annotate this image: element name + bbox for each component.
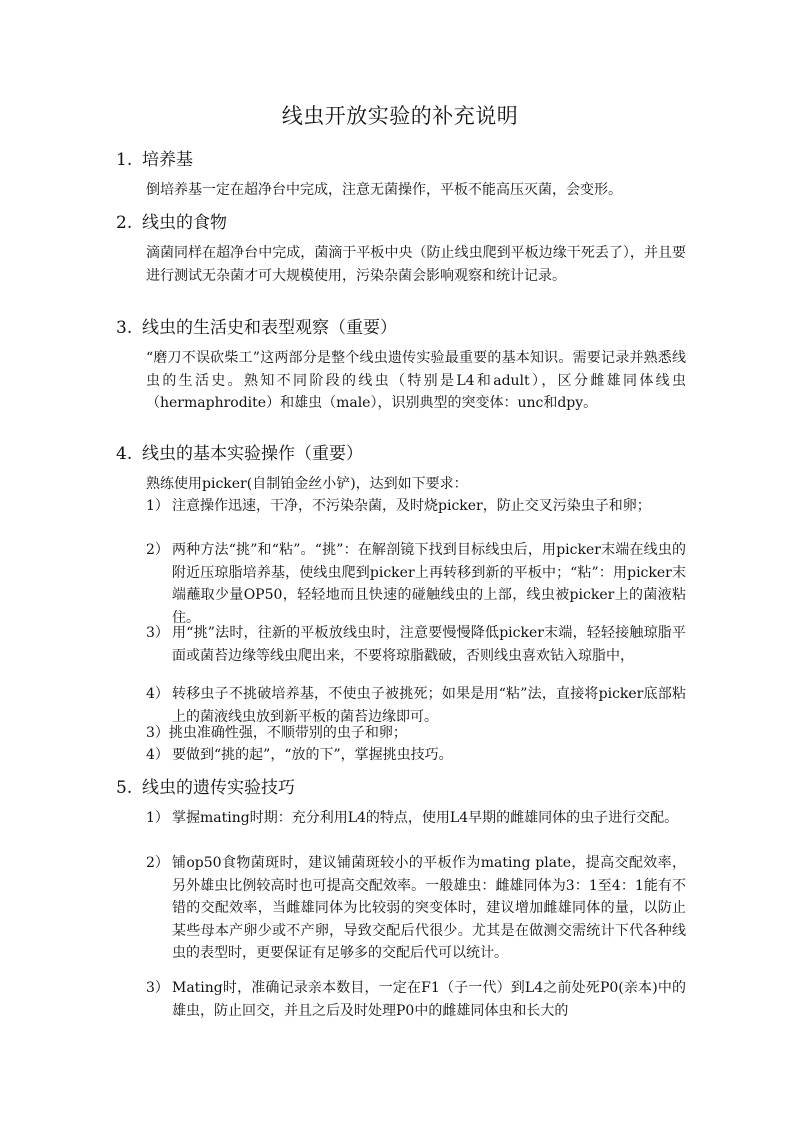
section-title: 培养基: [142, 150, 193, 170]
list-item-text: Mating时，准确记录亲本数目，一定在F1（子一代）到L4之前处死P0(亲本)中的雄虫，防止回交，并且之后及时处理P0中的雌雄同体虫和长大的: [172, 980, 686, 1019]
list-item: [146, 807, 686, 830]
list-item-number: 1）: [146, 810, 169, 826]
section-2-paragraph: 滴菌同样在超净台中完成，菌滴于平板中央（防止线虫爬到平板边缘干死丢了），并且要进行测试无杂菌才可大规模使用，污染杂菌会影响观察和统计记录。: [146, 245, 686, 284]
section-4-intro: 熟练使用picker(自制铂金丝小铲)，达到如下要求：: [146, 476, 468, 492]
list-item-text: 铺op50食物菌斑时，建议铺菌斑较小的平板作为mating plate，提高交配效率，另外雄虫比例较高时也可提高交配效率。一般雄虫：雌雄同体为3：1至4：1能有不错的交配效率，当雌雄同体为比较弱的突变体时，建议增加雌雄同体的量，以防止某些母本产卵少或不产卵，导致交配后代很少。尤其是在做测交需统计下代各种线虫的表型时，更要保证有足够多的交配后代可以统计。: [172, 855, 686, 961]
document-title: 线虫开放实验的补充说明: [281, 104, 519, 128]
list-item: [146, 495, 686, 518]
section-5-heading: [116, 775, 696, 801]
list-item-text: 两种方法“挑”和“粘”。“挑”：在解剖镜下找到目标线虫后，用picker末端在线虫的附近压琼脂培养基，使线虫爬到picker上再转移到新的平板中；“粘”：用picker末端蘸取少量OP50，轻轻地而且快速的碰触线虫的上部，线虫被picker上的菌液粘住。: [172, 542, 686, 626]
list-item: [146, 722, 686, 745]
list-item-number: 4）: [146, 747, 169, 763]
section-title: 线虫的遗传实验技巧: [142, 778, 295, 798]
list-item: [146, 977, 686, 1022]
section-4-heading: [116, 441, 696, 467]
section-title: 线虫的生活史和表型观察（重要）: [142, 318, 397, 338]
section-3-paragraph: “磨刀不误砍柴工”这两部分是整个线虫遗传实验最重要的基本知识。需要记录并熟悉线虫的生活史。熟知不同阶段的线虫（特别是L4和adult），区分雌雄同体线虫（hermaphrodite）和雄虫（male），识别典型的突变体：unc和dpy。: [146, 350, 686, 411]
list-item: [146, 744, 686, 767]
section-3-heading: [116, 315, 696, 341]
list-item-number: 3）: [146, 625, 169, 641]
list-item-number: 2）: [146, 542, 169, 558]
section-number: 3.: [116, 318, 133, 338]
list-item-text: 3）挑虫准确性强，不顺带别的虫子和卵；: [146, 725, 407, 741]
section-number: 4.: [116, 444, 133, 464]
list-item-number: 3）: [146, 980, 169, 996]
section-number: 2.: [116, 213, 133, 233]
section-2-heading: [116, 210, 696, 236]
list-item-text: 注意操作迅速，干净，不污染杂菌，及时烧picker，防止交叉污染虫子和卵；: [172, 498, 651, 514]
section-title: 线虫的食物: [142, 213, 227, 233]
list-item-number: 1）: [146, 498, 169, 514]
list-item-number: 2）: [146, 855, 169, 871]
list-item: [146, 622, 686, 667]
section-title: 线虫的基本实验操作（重要）: [142, 444, 363, 464]
list-item-text: 要做到“挑的起”，“放的下”，掌握挑虫技巧。: [172, 747, 453, 763]
list-item-text: 用“挑”法时，往新的平板放线虫时，注意要慢慢降低picker末端，轻轻接触琼脂平面或菌苔边缘等线虫爬出来，不要将琼脂戳破，否则线虫喜欢钻入琼脂中，: [172, 625, 686, 664]
list-item: [146, 539, 686, 629]
section-1-paragraph: 倒培养基一定在超净台中完成，注意无菌操作，平板不能高压灭菌，会变形。: [146, 182, 622, 198]
section-number: 5.: [116, 778, 133, 798]
section-number: 1.: [116, 150, 133, 170]
list-item-number: 4）: [146, 686, 169, 702]
list-item: [146, 852, 686, 965]
section-1-heading: [116, 147, 696, 173]
list-item-text: 掌握mating时期：充分利用L4的特点，使用L4早期的雌雄同体的虫子进行交配。: [172, 810, 679, 826]
list-item-text: 转移虫子不挑破培养基，不使虫子被挑死；如果是用“粘”法，直接将picker底部粘上的菌液线虫放到新平板的菌苔边缘即可。: [172, 686, 686, 725]
